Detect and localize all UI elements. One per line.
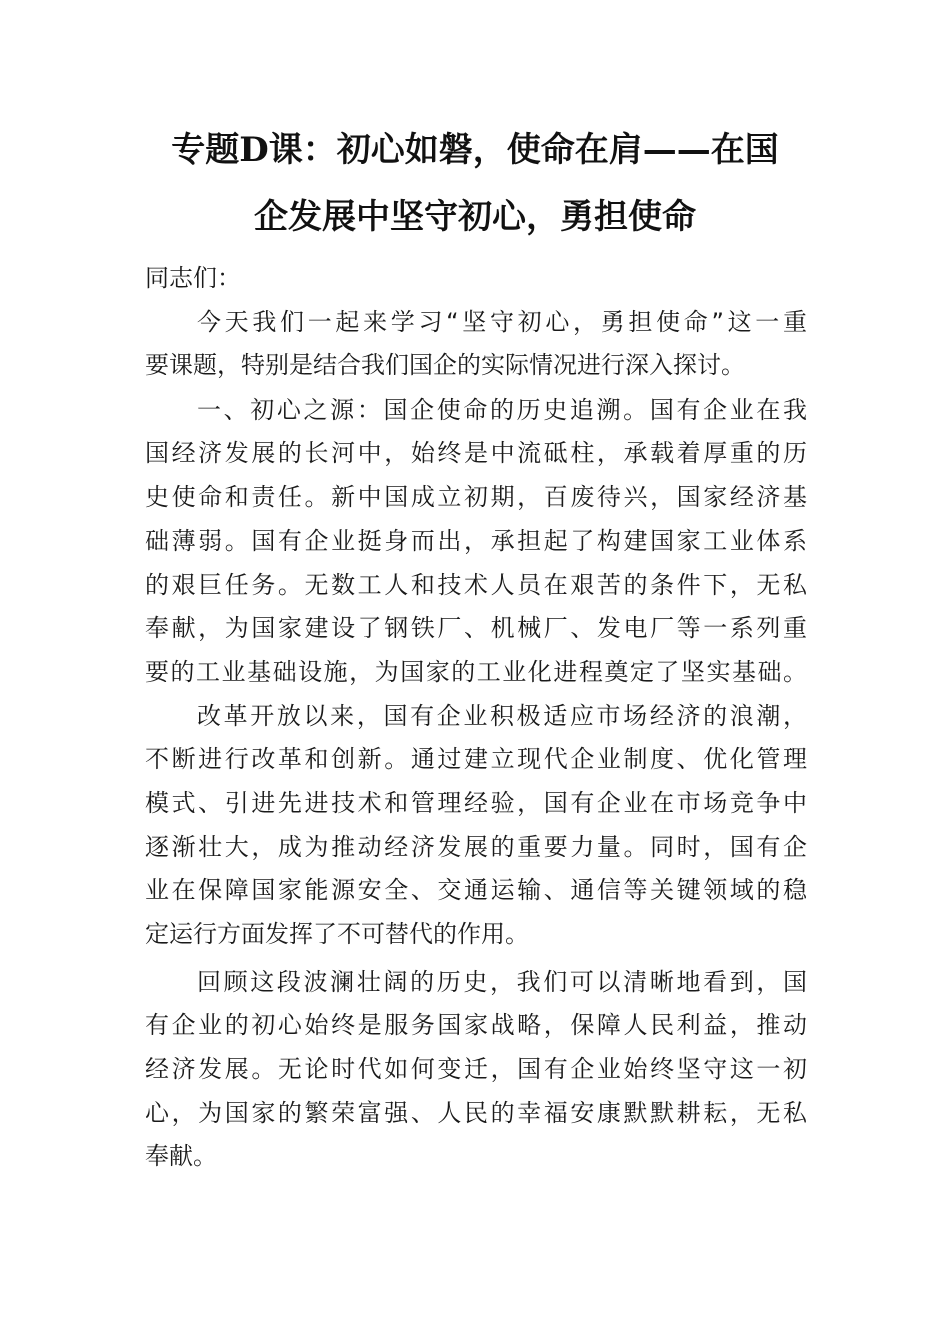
paragraph-3-line-6: 定运行方面发挥了不可替代的作用。 <box>145 920 529 948</box>
paragraph-2-line-7: 要的工业基础设施，为国家的工业化进程奠定了坚实基础。 <box>145 658 807 686</box>
document-title-line-1: 专题D课：初心如磐，使命在肩——在国 <box>171 130 779 170</box>
paragraph-2-line-6: 奉献，为国家建设了钢铁厂、机械厂、发电厂等一系列重 <box>145 614 807 642</box>
document-title-line-2: 企发展中坚守初心，勇担使命 <box>254 197 696 237</box>
paragraph-2-line-3: 史使命和责任。新中国成立初期，百废待兴，国家经济基 <box>145 483 807 511</box>
paragraph-3-line-5: 业在保障国家能源安全、交通运输、通信等关键领域的稳 <box>145 876 807 904</box>
paragraph-3-line-4: 逐渐壮大，成为推动经济发展的重要力量。同时，国有企 <box>145 833 807 861</box>
paragraph-3-line-2: 不断进行改革和创新。通过建立现代企业制度、优化管理 <box>145 745 807 773</box>
paragraph-4-line-5: 奉献。 <box>145 1142 217 1170</box>
paragraph-1-line-1: 今天我们一起来学习“坚守初心，勇担使命”这一重 <box>197 308 807 336</box>
paragraph-3-line-1: 改革开放以来，国有企业积极适应市场经济的浪潮， <box>197 702 807 730</box>
paragraph-4-line-2: 有企业的初心始终是服务国家战略，保障人民利益，推动 <box>145 1011 807 1039</box>
paragraph-2-line-1: 一、初心之源：国企使命的历史追溯。国有企业在我 <box>197 396 807 424</box>
paragraph-4-line-3: 经济发展。无论时代如何变迁，国有企业始终坚守这一初 <box>145 1055 807 1083</box>
paragraph-1-line-2: 要课题，特别是结合我们国企的实际情况进行深入探讨。 <box>145 351 745 379</box>
paragraph-4-line-4: 心，为国家的繁荣富强、人民的幸福安康默默耕耘，无私 <box>145 1099 807 1127</box>
paragraph-2-line-4: 础薄弱。国有企业挺身而出，承担起了构建国家工业体系 <box>145 527 807 555</box>
paragraph-4-line-1: 回顾这段波澜壮阔的历史，我们可以清晰地看到，国 <box>197 968 807 996</box>
paragraph-2-line-2: 国经济发展的长河中，始终是中流砥柱，承载着厚重的历 <box>145 439 807 467</box>
paragraph-3-line-3: 模式、引进先进技术和管理经验，国有企业在市场竞争中 <box>145 789 807 817</box>
salutation: 同志们： <box>145 264 241 292</box>
paragraph-2-line-5: 的艰巨任务。无数工人和技术人员在艰苦的条件下，无私 <box>145 571 807 599</box>
